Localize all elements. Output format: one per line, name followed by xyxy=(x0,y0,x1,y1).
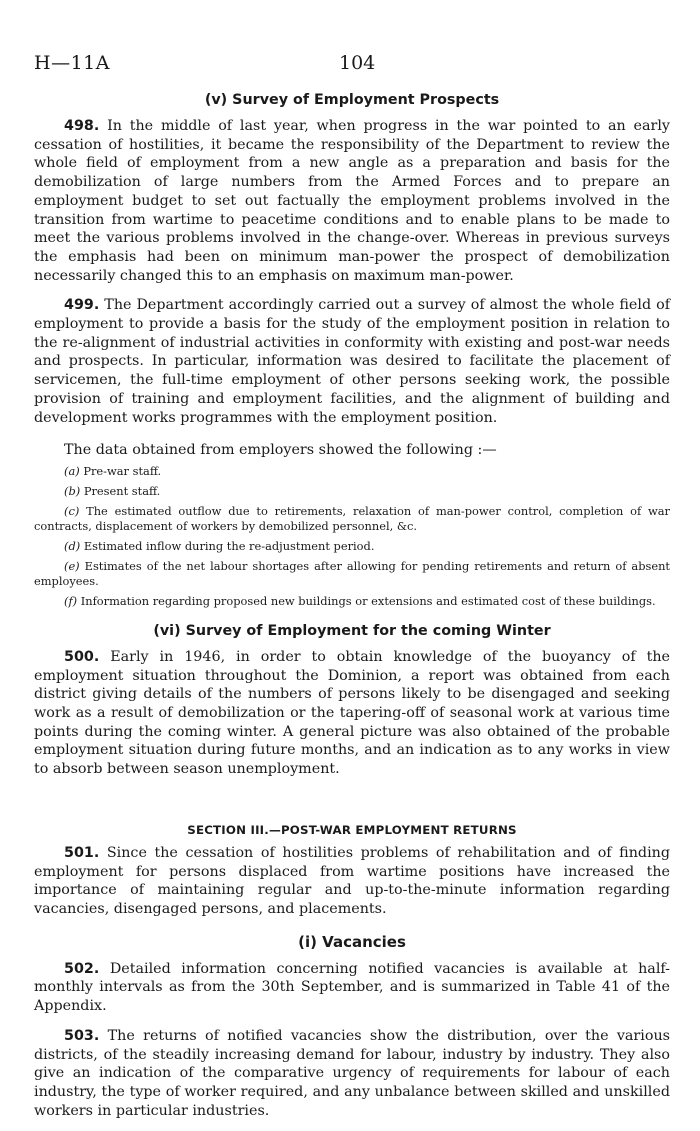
heading-section-three: SECTION III.—POST-WAR EMPLOYMENT RETURNS xyxy=(187,822,517,837)
list-item xyxy=(34,504,670,534)
paragraph-498 xyxy=(34,117,670,285)
list-item-text: Present staff. xyxy=(83,483,161,498)
list-item xyxy=(34,594,670,609)
paragraph-text: Since the cessation of hostilities problems of rehabilitation and of finding employment for persons displaced from wartime positions have increased the importance of maintaining regular and up-to-the-minute information regarding vacancies, disengaged persons, and placements. xyxy=(34,844,670,917)
running-head xyxy=(34,52,670,78)
paragraph-number: 498. xyxy=(64,118,100,134)
paragraph-text: The Department accordingly carried out a survey of almost the whole field of employment to provide a basis for the study of the employment position in relation to the re-alignment of industrial activities in conformity with existing and post-war needs and prospects. In particular, information was desired to facilitate the placement of servicemen, the full-time employment of other persons seeking work, the possible provision of training and employment facilities, and the alignment of building and development works programmes with the employment position. xyxy=(34,297,671,426)
paragraph-number: 500. xyxy=(64,648,100,665)
paragraph-502 xyxy=(34,960,670,1016)
list-item-label: (e) xyxy=(64,558,80,573)
paragraph-text: Detailed information concerning notified vacancies is available at half-monthly intervals as from the 30th September, and is summarized in Table 41 of the Appendix. xyxy=(34,960,671,1015)
employer-data-list xyxy=(34,464,670,609)
paragraph-text: Early in 1946, in order to obtain knowledge of the buoyancy of the employment situation throughout the Dominion, a report was obtained from each district giving details of the numbers of persons likely to be disengaged and seeking work as a result of demobilization or the tapering-off of seasonal work at various time points during the coming winter. A general picture was also obtained of the probable employment situation during future months, and an indication as to any works in view to absorb between season unemployment. xyxy=(34,648,670,778)
paragraph-number: 499. xyxy=(64,297,100,314)
list-item-text: Estimated inflow during the re-adjustment period. xyxy=(83,538,375,553)
paragraph-number: 503. xyxy=(64,1027,100,1044)
list-item-text: Information regarding proposed new buildings or extensions and estimated cost of these buildings. xyxy=(80,593,656,608)
paragraph-number: 502. xyxy=(64,960,100,977)
paragraph-text: The returns of notified vacancies show the distribution, over the various districts, of the steadily increasing demand for labour, industry by industry. They also give an indication of the comparative urgency of requirements for labour of each industry, the type of worker required, and any unbalance between skilled and unskilled workers in particular industries. xyxy=(34,1027,670,1119)
heading-survey-winter: (vi) Survey of Employment for the coming Winter xyxy=(153,622,551,639)
paragraph-text: In the middle of last year, when progress in the war pointed to an early cessation of hostilities, it became the responsibility of the Department to review the whole field of employment from a new angle as a preparation and basis for the demobilization of large numbers from the Armed Forces and to prepare an employment budget to set out factually the employment problems involved in the transition from wartime to peacetime conditions and to enable plans to be made to meet the various problems involved in the change-over. Whereas in previous surveys the emphasis had been on minimum man-power the prospect of demobilization necessarily changed this to an emphasis on maximum man-power. xyxy=(34,118,670,284)
list-item-label: (d) xyxy=(64,538,81,553)
heading-survey-prospects: (v) Survey of Employment Prospects xyxy=(204,92,500,108)
document-reference: H—11A xyxy=(34,52,110,74)
heading-vacancies: (i) Vacancies xyxy=(298,932,406,951)
list-item xyxy=(34,464,670,479)
paragraph-500 xyxy=(34,648,670,779)
list-intro: The data obtained from employers showed the following :— xyxy=(64,442,497,459)
list-item-text: The estimated outflow due to retirements, relaxation of man-power control, completion of war contracts, displacement of workers by demobilized personnel, &c. xyxy=(34,503,670,533)
list-item-label: (a) xyxy=(64,463,80,478)
paragraph-number: 501. xyxy=(64,844,100,861)
list-item-label: (f) xyxy=(64,593,78,608)
document-page xyxy=(34,52,670,1131)
list-item-text: Estimates of the net labour shortages after allowing for pending retirements and return of absent employees. xyxy=(34,558,670,588)
paragraph-499 xyxy=(34,296,670,427)
list-item-text: Pre-war staff. xyxy=(83,463,162,478)
list-item xyxy=(34,539,670,554)
paragraph-501 xyxy=(34,844,670,919)
list-item-label: (b) xyxy=(64,483,81,498)
list-item-label: (c) xyxy=(64,503,80,518)
list-item xyxy=(34,559,670,589)
list-item xyxy=(34,484,670,499)
paragraph-503 xyxy=(34,1027,670,1121)
page-number: 104 xyxy=(339,52,376,74)
